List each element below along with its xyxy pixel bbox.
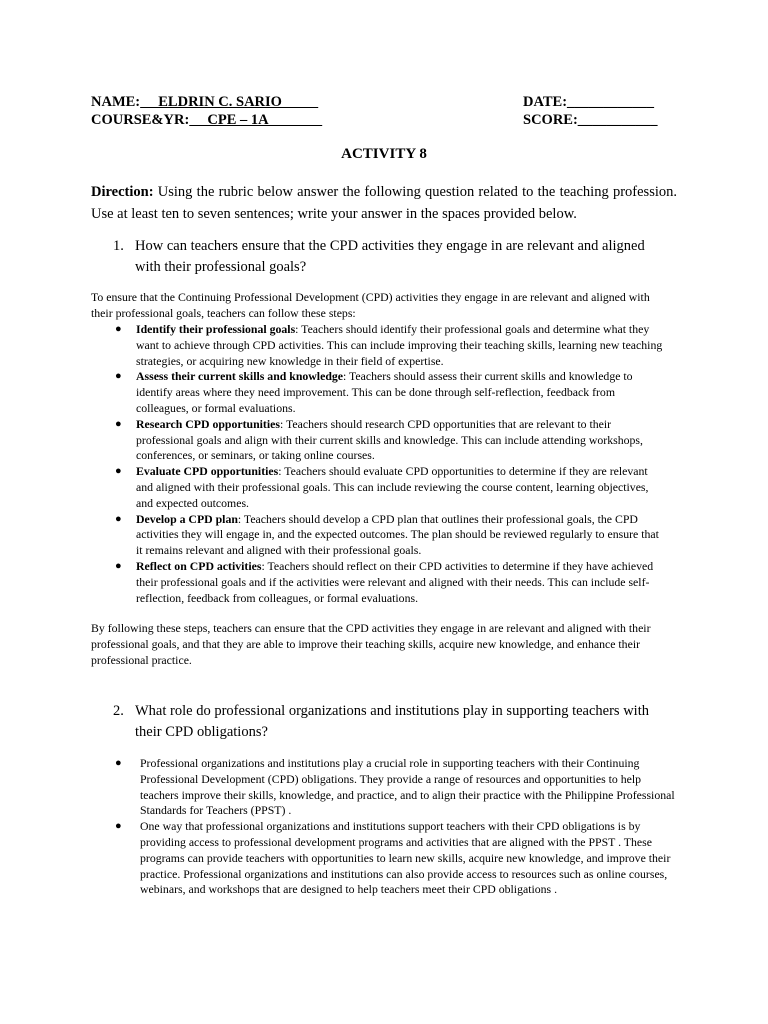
step-text: : Teachers should develop a CPD plan that outlines their professional goals, the CPD activities they will engage in, and the expected outcomes. The plan should be reviewed regularly to ensure that it remains relevant and aligned with their professional goals. (136, 511, 659, 558)
list-item (115, 322, 664, 369)
list-item (115, 558, 664, 606)
bullet-icon: ● (115, 559, 122, 572)
question-2-number: 2. (113, 703, 124, 719)
step-title: Assess their current skills and knowledge (136, 369, 344, 384)
answer-2-paragraph: One way that professional organizations and institutions support teachers with their CPD obligations is by providing access to professional development programs and activities that are aligned with the PPST . These programs can provide teachers with opportunities to learn new skills, acquire new knowledge, and improve their practice. Professional organizations and institutions can also provide access to resources such as online courses, webinars, and workshops that are designed to help teachers meet their CPD obligations . (140, 819, 671, 897)
date-label: DATE: (523, 94, 568, 110)
bullet-icon: ● (115, 820, 122, 833)
step-title: Identify their professional goals (136, 322, 296, 336)
course-line (91, 112, 322, 129)
list-item (115, 819, 678, 898)
name-value: ELDRIN C. SARIO (140, 94, 319, 110)
name-line (91, 94, 318, 111)
answer-1-steps-list (115, 322, 664, 606)
bullet-icon: ● (115, 465, 122, 478)
step-title: Research CPD opportunities (136, 416, 280, 431)
step-title: Reflect on CPD activities (136, 558, 262, 573)
list-item (115, 464, 664, 511)
date-line (523, 94, 654, 111)
bullet-icon: ● (115, 323, 122, 335)
course-value: CPE – 1A (189, 112, 323, 128)
activity-title: ACTIVITY 8 (341, 146, 427, 162)
list-item (115, 756, 678, 819)
list-item (115, 369, 664, 416)
score-blank: ___________ (577, 112, 658, 128)
score-label: SCORE: (523, 112, 578, 128)
score-line (523, 112, 658, 129)
bullet-icon: ● (115, 512, 122, 525)
answer-1-conclusion: By following these steps, teachers can ensure that the CPD activities they engage in are relevant and aligned with their professional goals, and that they are able to improve their teaching skills, acquire new knowledge, and enhance their professional practice. (91, 621, 651, 667)
step-text: : Teachers should evaluate CPD opportunities to determine if they are relevant and aligned with their professional goals. This can include reviewing the course content, learning objectives, and expected outcomes. (136, 464, 649, 510)
question-1-line-2: with their professional goals? (135, 259, 307, 275)
question-1-number: 1. (113, 238, 124, 254)
step-text: : Teachers should research CPD opportunities that are relevant to their professional goals and align with their current skills and knowledge. This can include attending workshops, conferences, or seminars, or taking online courses. (136, 416, 643, 463)
direction-text: Using the rubric below answer the following question related to the teaching profession. Use at least ten to seven sentences; write your answer in the spaces provided below. (91, 184, 677, 222)
name-label: NAME: (91, 94, 141, 110)
answer-2-paragraph: Professional organizations and institutions play a crucial role in supporting teachers with their Continuing Professional Development (CPD) obligations. They provide a range of resources and opportunities to help teachers improve their skills, knowledge, and practice, and to align their practice with the Philippine Professional Standards for Teachers (PPST) . (140, 756, 675, 818)
question-1 (113, 236, 673, 280)
step-text: : Teachers should identify their professional goals and determine what they want to achieve through CPD activities. This can include improving their teaching skills, learning new teaching strategies, or acquiring new knowledge in their field of expertise. (136, 322, 663, 368)
bullet-icon: ● (115, 417, 122, 430)
question-2-line-2: their CPD obligations? (135, 724, 268, 740)
question-2 (113, 701, 673, 745)
bullet-icon: ● (115, 370, 122, 383)
step-title: Evaluate CPD opportunities (136, 464, 279, 479)
step-title: Develop a CPD plan (136, 511, 238, 526)
direction-paragraph (91, 181, 677, 225)
bullet-icon: ● (115, 757, 122, 769)
direction-label: Direction: (91, 184, 154, 200)
answer-2-list (115, 756, 678, 898)
question-1-line-1: How can teachers ensure that the CPD activities they engage in are relevant and aligned (135, 238, 645, 254)
step-text: : Teachers should reflect on their CPD activities to determine if they have achieved their professional goals and if the activities were relevant and aligned with their needs. This can include self-reflection, feedback from colleagues, or formal evaluations. (136, 558, 654, 605)
answer-1-intro: To ensure that the Continuing Professional Development (CPD) activities they engage in are relevant and aligned with their professional goals, teachers can follow these steps: (91, 290, 650, 320)
date-blank: ____________ (567, 94, 655, 110)
list-item (115, 416, 664, 464)
course-label: COURSE&YR: (91, 112, 190, 128)
step-text: : Teachers should assess their current skills and knowledge to identify areas where they need improvement. This can be done through self-reflection, feedback from colleagues, or formal evaluations. (136, 369, 633, 415)
list-item (115, 511, 664, 559)
question-2-line-1: What role do professional organizations and institutions play in supporting teachers with (135, 703, 649, 719)
